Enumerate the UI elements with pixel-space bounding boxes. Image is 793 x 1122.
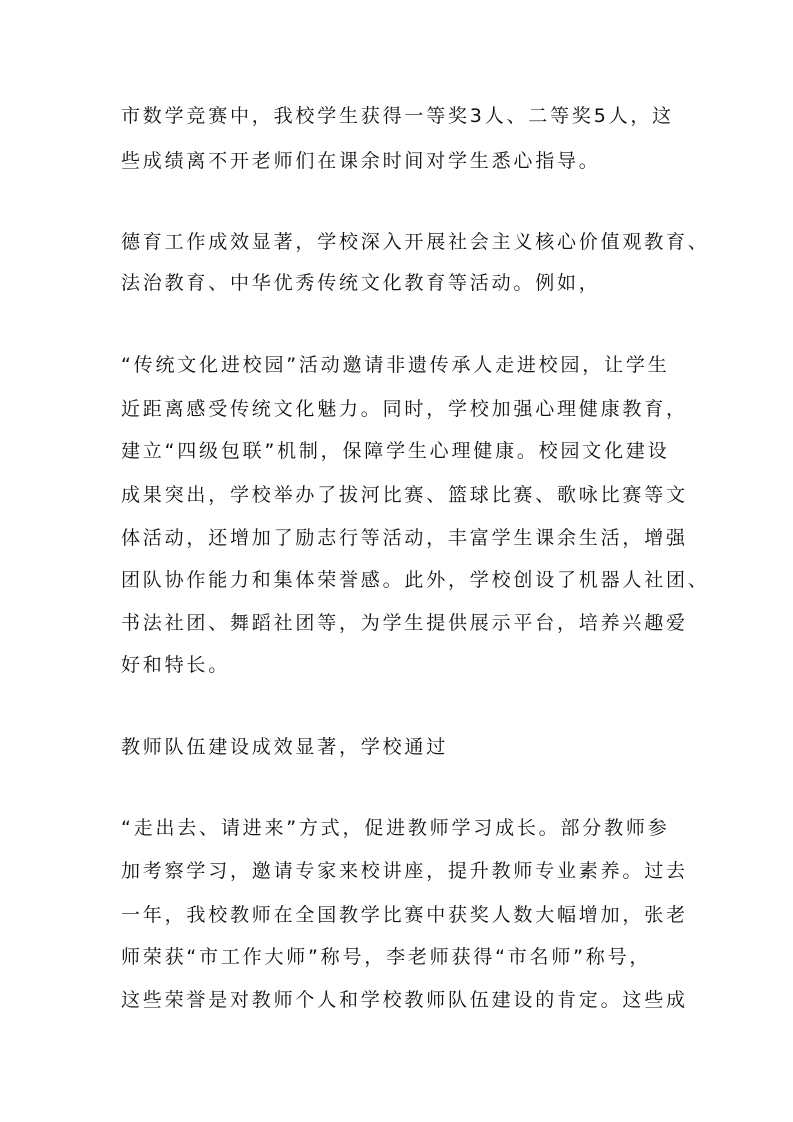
text-line: 市数学竞赛中，我校学生获得一等奖3人、二等奖5人，这 bbox=[121, 105, 674, 127]
text-line: 成果突出，学校举办了拔河比赛、篮球比赛、歌咏比赛等文 bbox=[121, 484, 688, 506]
text-line: 体活动，还增加了励志行等活动，丰富学生课余生活，增强 bbox=[121, 527, 688, 549]
text-line: 些成绩离不开老师们在课余时间对学生悉心指导。 bbox=[121, 150, 601, 172]
text-line: 一年，我校教师在全国教学比赛中获奖人数大幅增加，张老 bbox=[121, 904, 688, 926]
text-line: 建立“四级包联”机制，保障学生心理健康。校园文化建设 bbox=[121, 440, 670, 462]
text-line: “走出去、请进来”方式，促进教师学习成长。部分教师参 bbox=[121, 817, 670, 839]
text-line: 近距离感受传统文化魅力。同时，学校加强心理健康教育， bbox=[121, 398, 688, 420]
text-line: 师荣获“市工作大师”称号，李老师获得“市名师”称号， bbox=[121, 946, 652, 968]
text-line: 德育工作成效显著，学校深入开展社会主义核心价值观教育、 bbox=[121, 231, 710, 253]
text-line: 教师队伍建设成效显著，学校通过 bbox=[121, 736, 449, 758]
text-line: 法治教育、中华优秀传统文化教育等活动。例如， bbox=[121, 272, 601, 294]
text-line: 团队协作能力和集体荣誉感。此外，学校创设了机器人社团、 bbox=[121, 569, 710, 591]
text-line: 这些荣誉是对教师个人和学校教师队伍建设的肯定。这些成 bbox=[121, 989, 688, 1011]
text-line: 好和特长。 bbox=[121, 654, 231, 676]
text-line: 加考察学习，邀请专家来校讲座，提升教师专业素养。过去 bbox=[121, 860, 688, 882]
text-line: 书法社团、舞蹈社团等，为学生提供展示平台，培养兴趣爱 bbox=[121, 612, 688, 634]
text-line: “传统文化进校园”活动邀请非遗传承人走进校园，让学生 bbox=[121, 354, 670, 376]
